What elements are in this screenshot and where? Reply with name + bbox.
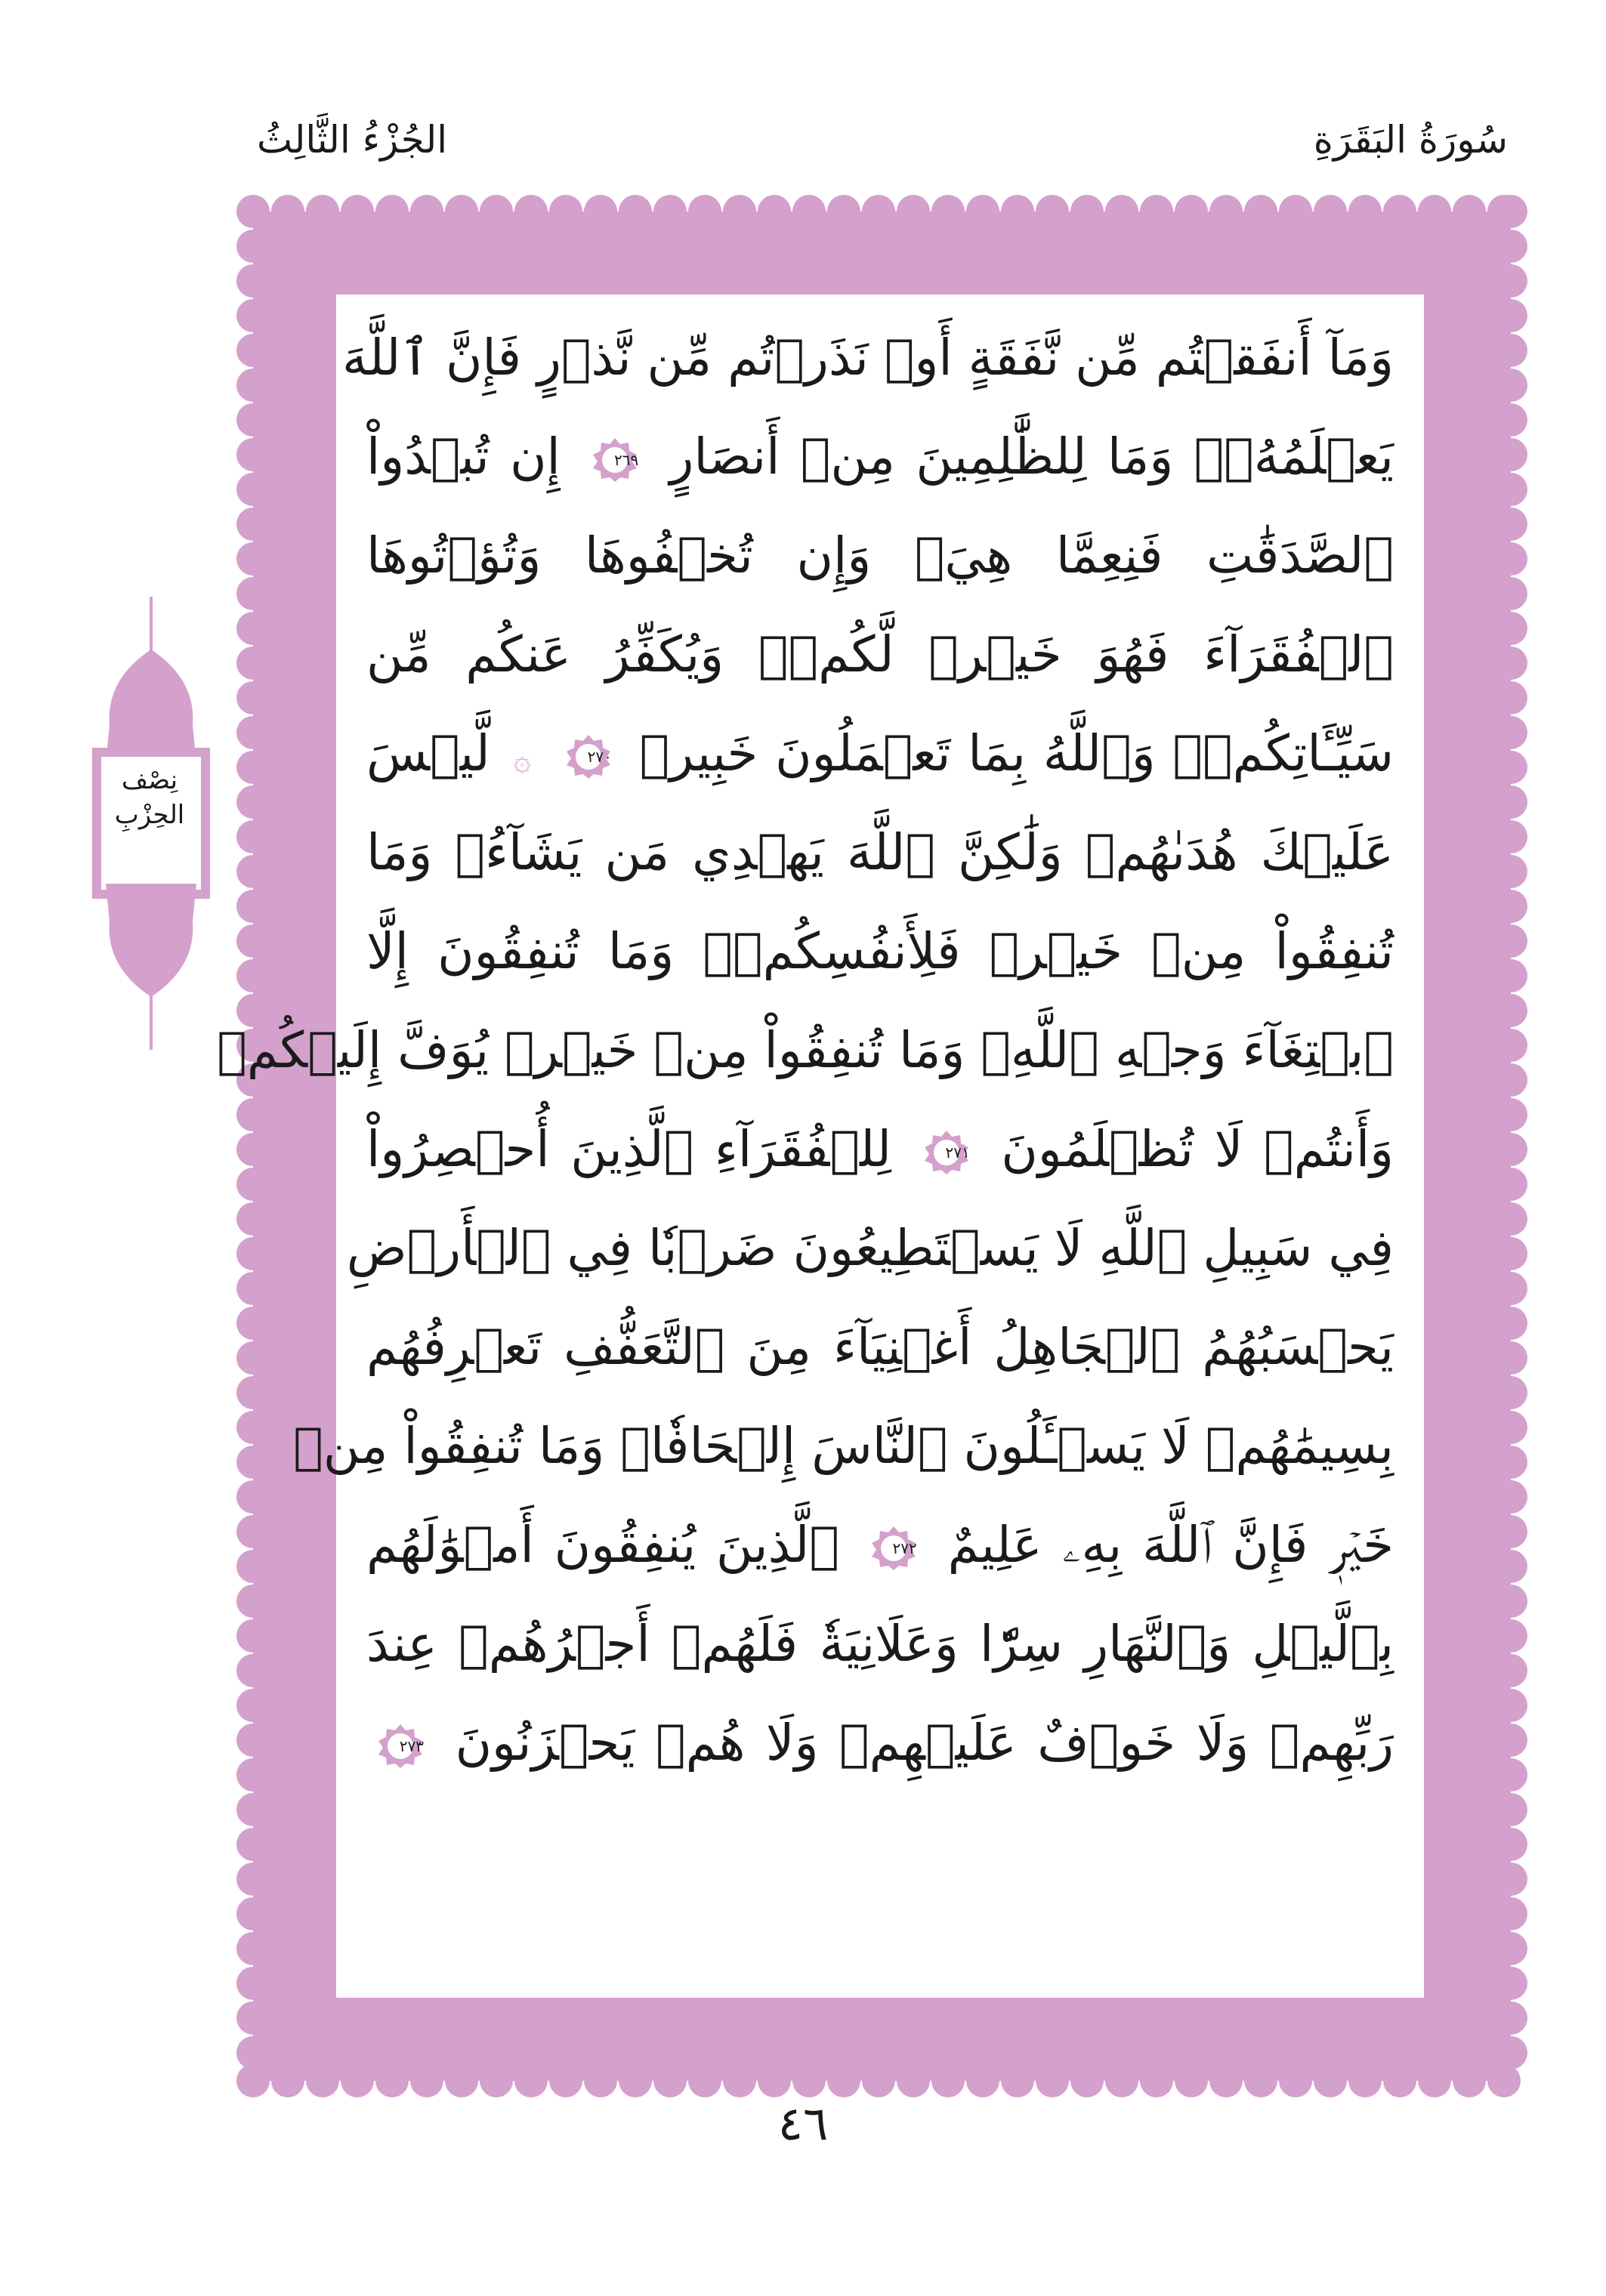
verse-text: يَعۡلَمُهُۥۗ وَمَا لِلظَّٰلِمِينَ مِنۡ أَنصَارٍ	[669, 427, 1394, 486]
hizb-label-line2: الحِزْبِ	[114, 800, 185, 830]
verse-text: وَمَآ أَنفَقۡتُم مِّن نَّفَقَةٍ أَوۡ نَذَرۡتُم مِّن نَّذۡرٍ فَإِنَّ ٱللَّهَ	[341, 329, 1394, 387]
verse-text: ٱلۡفُقَرَآءَ فَهُوَ خَيۡرٞ لَّكُمۡۚ وَيُكَفِّرُ عَنكُم مِّن	[366, 625, 1394, 684]
ayah-number-marker	[591, 437, 638, 483]
text-line	[366, 803, 1394, 902]
surah-name-header: سُورَةُ البَقَرَةِ	[1313, 118, 1508, 162]
verse-text: إِن تُبۡدُواْ	[366, 427, 561, 486]
verse-text: خَيۡرٖ فَإِنَّ ٱللَّهَ بِهِۦ عَلِيمٌ	[947, 1516, 1394, 1574]
verse-text: ٱلصَّدَقَٰتِ فَنِعِمَّا هِيَۖ وَإِن تُخۡفُوهَا وَتُؤۡتُوهَا	[366, 526, 1394, 585]
text-line	[366, 1495, 1394, 1594]
quran-text-panel	[217, 295, 1424, 1998]
verse-text: يَحۡسَبُهُمُ ٱلۡجَاهِلُ أَغۡنِيَآءَ مِنَ ٱلتَّعَفُّفِ تَعۡرِفُهُم	[366, 1318, 1394, 1376]
verse-text: لَّيۡسَ	[366, 724, 490, 782]
verse-text: ٱبۡتِغَآءَ وَجۡهِ ٱللَّهِۚ وَمَا تُنفِقُواْ مِنۡ خَيۡرٖ يُوَفَّ إِلَيۡكُمۡ	[217, 1021, 1394, 1079]
ayah-number-marker	[870, 1525, 917, 1572]
text-line	[366, 1100, 1394, 1199]
text-line	[293, 1396, 1394, 1495]
rub-el-hizb-icon: ۞	[513, 743, 532, 778]
verse-text: فِي سَبِيلِ ٱللَّهِ لَا يَسۡتَطِيعُونَ ضَرۡبٗا فِي ٱلۡأَرۡضِ	[346, 1219, 1394, 1277]
verse-text: ٱلَّذِينَ يُنفِقُونَ أَمۡوَٰلَهُم	[366, 1516, 839, 1574]
text-line	[366, 902, 1394, 1001]
text-line	[346, 1199, 1394, 1298]
verse-text: لِلۡفُقَرَآءِ ٱلَّذِينَ أُحۡصِرُواْ	[366, 1120, 892, 1178]
verse-text: تُنفِقُواْ مِنۡ خَيۡرٖ فَلِأَنفُسِكُمۡۚ وَمَا تُنفِقُونَ إِلَّا	[366, 922, 1394, 980]
ayah-number: ٢٦٩	[613, 450, 639, 469]
text-line	[366, 704, 1394, 803]
verse-text: عَلَيۡكَ هُدَىٰهُمۡ وَلَٰكِنَّ ٱللَّهَ يَهۡدِي مَن يَشَآءُۗ وَمَا	[366, 823, 1394, 881]
hizb-half-label	[97, 763, 202, 832]
hizb-label-line1: نِصْف	[121, 765, 178, 795]
text-line	[366, 1594, 1394, 1693]
text-line	[217, 1001, 1394, 1100]
ayah-number-marker	[923, 1129, 970, 1176]
page-number: ٤٦	[777, 2096, 829, 2151]
juz-name-header: الجُزْءُ الثَّالِثُ	[257, 118, 448, 162]
ayah-number: ٢٧٠	[587, 747, 612, 766]
text-line	[366, 1693, 1394, 1792]
ayah-number: ٢٧١	[945, 1143, 970, 1162]
text-line	[366, 407, 1394, 506]
text-line	[366, 1298, 1394, 1396]
ayah-number: ٢٧٢	[892, 1538, 917, 1557]
ayah-number: ٢٧٣	[399, 1736, 424, 1755]
verse-text: وَأَنتُمۡ لَا تُظۡلَمُونَ	[1001, 1120, 1394, 1178]
verse-text: سَيِّـَٔاتِكُمۡۗ وَٱللَّهُ بِمَا تَعۡمَلُونَ خَبِيرٞ	[639, 724, 1394, 782]
verse-text: رَبِّهِمۡ وَلَا خَوۡفٌ عَلَيۡهِمۡ وَلَا هُمۡ يَحۡزَنُونَ	[455, 1714, 1394, 1772]
ayah-number-marker	[565, 733, 612, 780]
text-line	[366, 506, 1394, 605]
verse-text: بِسِيمَٰهُمۡ لَا يَسۡـَٔلُونَ ٱلنَّاسَ إِلۡحَافٗاۗ وَمَا تُنفِقُواْ مِنۡ	[293, 1417, 1394, 1475]
text-line	[341, 308, 1394, 407]
text-line	[366, 605, 1394, 704]
ayah-number-marker	[377, 1723, 424, 1770]
verse-text: بِٱلَّيۡلِ وَٱلنَّهَارِ سِرّٗا وَعَلَانِيَةٗ فَلَهُمۡ أَجۡرُهُمۡ عِندَ	[366, 1615, 1394, 1673]
